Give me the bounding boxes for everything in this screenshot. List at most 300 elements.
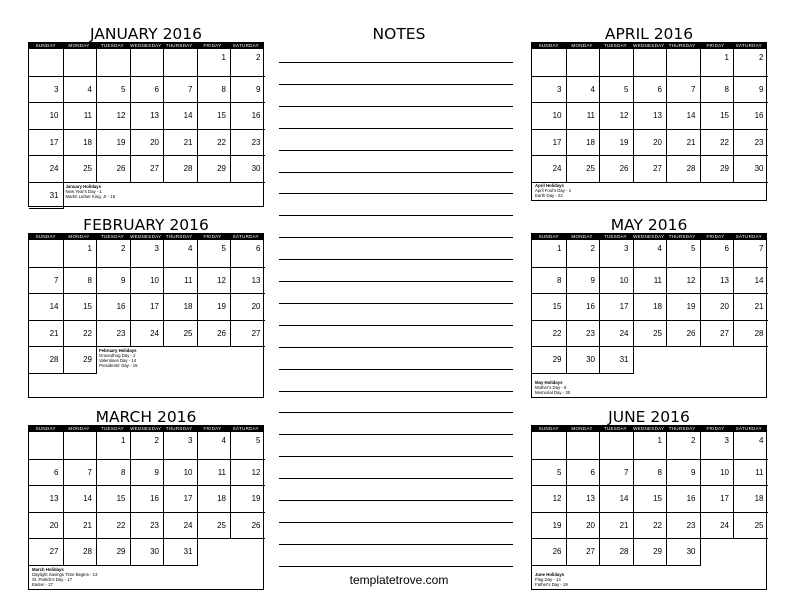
day-cell (130, 485, 165, 513)
day-number: 19 (619, 137, 629, 147)
day-number: 10 (619, 275, 629, 285)
day-number: 22 (552, 328, 562, 338)
day-number: 2 (121, 244, 126, 253)
day-cell (163, 129, 198, 157)
notes-line[interactable] (279, 566, 513, 567)
day-cell (532, 155, 567, 183)
day-cell (532, 76, 567, 104)
day-number: 2 (256, 53, 261, 62)
notes-line[interactable] (279, 456, 513, 457)
day-cell (733, 485, 768, 513)
day-number: 11 (755, 467, 764, 477)
day-cell (599, 240, 634, 268)
day-cell (230, 293, 265, 321)
day-cell (130, 432, 165, 460)
day-number: 26 (217, 328, 226, 338)
day-cell (230, 76, 265, 104)
day-cell (96, 76, 131, 104)
day-cell (230, 49, 265, 77)
notes-line[interactable] (279, 128, 513, 129)
day-number: 3 (624, 244, 629, 253)
weekday-label: SUNDAY (35, 43, 56, 48)
notes-line[interactable] (279, 303, 513, 304)
calendar-march (28, 408, 264, 588)
day-number: 18 (754, 494, 764, 503)
day-cell (197, 240, 232, 268)
day-cell (599, 459, 634, 487)
day-cell (230, 240, 265, 268)
day-number: 9 (590, 275, 595, 285)
holidays-note (535, 183, 571, 198)
day-number: 31 (49, 190, 59, 200)
day-number: 8 (724, 84, 729, 94)
day-number: 2 (590, 244, 595, 253)
day-cell (633, 267, 668, 295)
day-number: 18 (183, 302, 193, 311)
empty-cell (566, 49, 601, 77)
holiday-item: April Fool's Day - 1 (535, 188, 572, 193)
day-cell (599, 293, 634, 321)
day-number: 27 (49, 547, 59, 556)
day-number: 15 (552, 302, 562, 311)
day-number: 11 (83, 111, 92, 120)
day-cell (230, 320, 265, 348)
notes-line[interactable] (279, 500, 513, 501)
day-number: 12 (686, 275, 696, 285)
day-cell (733, 459, 768, 487)
day-number: 14 (183, 111, 193, 120)
notes-line[interactable] (279, 544, 513, 545)
month-title: FEBRUARY 2016 (83, 216, 209, 234)
day-cell (163, 485, 198, 513)
day-cell (700, 293, 735, 321)
day-cell (733, 76, 768, 104)
day-cell (96, 267, 131, 295)
day-cell (532, 346, 567, 374)
day-number: 12 (619, 111, 629, 120)
day-number: 22 (217, 137, 226, 147)
day-number: 20 (586, 520, 595, 530)
day-cell (197, 102, 232, 130)
weekday-label: WEDNESDAY (633, 426, 665, 431)
calendar-grid (531, 425, 767, 590)
holiday-item: Flag Day - 14 (535, 577, 561, 582)
day-cell (532, 240, 567, 268)
notes-line[interactable] (279, 478, 513, 479)
day-cell (63, 102, 98, 130)
day-number: 26 (116, 164, 126, 173)
empty-cell (63, 49, 98, 77)
day-number: 23 (251, 137, 261, 147)
holidays-title: January Holidays (65, 183, 102, 189)
day-cell (63, 459, 98, 487)
day-number: 31 (619, 355, 629, 364)
day-cell (63, 293, 98, 321)
holiday-item: New Year's Day - 1 (65, 188, 102, 194)
day-number: 9 (691, 467, 696, 477)
day-cell (633, 155, 668, 183)
day-cell (532, 512, 567, 540)
day-cell (566, 240, 601, 268)
notes-line[interactable] (279, 193, 513, 194)
weekday-label: WEDNESDAY (130, 234, 162, 239)
day-number: 16 (686, 494, 696, 503)
day-number: 26 (619, 164, 629, 173)
notes-line[interactable] (279, 369, 513, 370)
calendar-grid (28, 42, 264, 207)
day-cell (566, 538, 601, 566)
day-number: 19 (251, 494, 261, 503)
day-cell (532, 459, 567, 487)
holiday-item: Mother's Day - 8 (535, 385, 567, 390)
day-number: 27 (653, 164, 662, 173)
day-number: 10 (49, 111, 59, 120)
day-number: 25 (83, 164, 92, 173)
day-cell (733, 49, 768, 77)
day-cell (566, 485, 601, 513)
day-cell (599, 267, 634, 295)
weekday-label: MONDAY (571, 234, 593, 239)
day-number: 25 (754, 520, 764, 530)
day-number: 29 (653, 547, 662, 556)
day-number: 29 (217, 164, 226, 173)
day-cell (700, 155, 735, 183)
calendar-grid (531, 233, 767, 398)
day-number: 14 (754, 275, 764, 285)
day-cell (96, 102, 131, 130)
day-cell (63, 267, 98, 295)
day-number: 17 (552, 137, 562, 147)
day-number: 17 (619, 302, 629, 311)
day-cell (733, 320, 768, 348)
day-number: 3 (557, 84, 562, 94)
day-number: 17 (150, 302, 159, 311)
day-number: 5 (624, 84, 629, 94)
day-cell (63, 155, 98, 183)
day-cell (566, 512, 601, 540)
day-cell (197, 155, 232, 183)
day-cell (666, 512, 701, 540)
day-number: 13 (49, 494, 59, 503)
day-number: 2 (691, 436, 696, 445)
day-cell (599, 129, 634, 157)
day-cell (29, 293, 64, 321)
weekday-label: SATURDAY (735, 426, 762, 431)
day-cell (532, 485, 567, 513)
weekday-label: MONDAY (571, 43, 593, 48)
day-number: 9 (256, 84, 261, 94)
day-cell (197, 512, 232, 540)
day-cell (700, 432, 735, 460)
weekday-label: TUESDAY (100, 43, 124, 48)
day-number: 20 (150, 137, 159, 147)
day-cell (130, 293, 165, 321)
notes-line[interactable] (279, 434, 513, 435)
day-number: 5 (691, 244, 696, 253)
notes-line[interactable] (279, 84, 513, 85)
day-cell (566, 129, 601, 157)
day-cell (130, 512, 165, 540)
day-number: 29 (552, 355, 562, 364)
notes-line[interactable] (279, 172, 513, 173)
day-cell (29, 320, 64, 348)
day-number: 16 (251, 111, 261, 120)
day-number: 28 (754, 328, 764, 338)
day-cell (163, 76, 198, 104)
notes-line[interactable] (279, 391, 513, 392)
day-number: 22 (83, 328, 92, 338)
day-cell (599, 102, 634, 130)
day-cell (130, 102, 165, 130)
notes-line[interactable] (279, 215, 513, 216)
day-cell (63, 240, 98, 268)
day-cell (29, 76, 64, 104)
calendar-june (531, 408, 767, 588)
day-number: 14 (83, 494, 92, 503)
day-number: 18 (217, 494, 226, 503)
day-number: 14 (49, 302, 59, 311)
weekday-label: FRIDAY (706, 426, 725, 431)
notes-line[interactable] (279, 259, 513, 260)
day-cell (197, 293, 232, 321)
day-cell (566, 267, 601, 295)
day-number: 4 (657, 244, 662, 253)
day-number: 22 (116, 520, 126, 530)
day-cell (599, 512, 634, 540)
day-cell (163, 320, 198, 348)
day-number: 3 (54, 84, 59, 94)
day-number: 8 (87, 275, 92, 285)
day-cell (633, 293, 668, 321)
day-cell (130, 240, 165, 268)
day-cell (29, 182, 64, 210)
day-cell (599, 485, 634, 513)
holidays-note (32, 567, 97, 587)
notes-line[interactable] (279, 412, 513, 413)
calendar-grid (531, 42, 767, 201)
weekday-label: MONDAY (68, 234, 90, 239)
month-title: MAY 2016 (610, 216, 688, 234)
weekday-label: SATURDAY (232, 426, 259, 431)
day-cell (230, 267, 265, 295)
holidays-title: February Holidays (99, 348, 137, 353)
day-number: 18 (83, 137, 92, 147)
weekday-label: FRIDAY (203, 43, 222, 48)
holidays-title: March Holidays (32, 567, 64, 572)
day-cell (733, 267, 768, 295)
day-cell (130, 76, 165, 104)
day-cell (197, 267, 232, 295)
holiday-item: Memorial Day - 30 (535, 390, 571, 395)
day-cell (63, 129, 98, 157)
day-number: 6 (154, 84, 159, 94)
day-number: 15 (217, 111, 226, 120)
notes-line[interactable] (279, 150, 513, 151)
day-cell (599, 538, 634, 566)
day-cell (733, 293, 768, 321)
day-number: 29 (116, 547, 126, 556)
day-number: 14 (619, 494, 629, 503)
day-cell (63, 538, 98, 566)
day-number: 7 (87, 467, 92, 477)
holiday-item: Groundhog Day - 2 (99, 353, 136, 358)
holiday-item: Daylight Savings Time Begins - 13 (32, 572, 98, 577)
day-number: 4 (188, 244, 193, 253)
weekday-label: SATURDAY (735, 43, 762, 48)
notes-line[interactable] (279, 325, 513, 326)
day-number: 26 (686, 328, 696, 338)
notes-line[interactable] (279, 347, 513, 348)
day-cell (532, 320, 567, 348)
day-number: 8 (221, 84, 226, 94)
day-cell (63, 320, 98, 348)
day-cell (700, 76, 735, 104)
day-cell (566, 459, 601, 487)
day-number: 9 (759, 84, 764, 94)
day-number: 26 (251, 520, 261, 530)
day-number: 21 (754, 302, 764, 311)
day-cell (197, 76, 232, 104)
day-cell (633, 129, 668, 157)
day-cell (29, 129, 64, 157)
day-number: 24 (720, 520, 729, 530)
notes-line[interactable] (279, 62, 513, 63)
weekday-label: MONDAY (68, 426, 90, 431)
weekday-label: TUESDAY (100, 234, 124, 239)
day-cell (96, 512, 131, 540)
holidays-note (66, 184, 116, 199)
weekday-label: THURSDAY (165, 43, 193, 48)
day-number: 23 (754, 137, 764, 147)
calendar-april (531, 25, 767, 201)
day-number: 21 (686, 137, 696, 147)
empty-cell (532, 49, 567, 77)
empty-cell (566, 432, 601, 460)
day-number: 22 (653, 520, 662, 530)
day-number: 22 (720, 137, 729, 147)
day-cell (230, 129, 265, 157)
weekday-label: MONDAY (571, 426, 593, 431)
day-cell (666, 432, 701, 460)
day-number: 16 (586, 302, 595, 311)
day-cell (666, 293, 701, 321)
empty-cell (96, 49, 131, 77)
day-number: 21 (49, 328, 59, 338)
holidays-note (535, 380, 570, 395)
day-cell (230, 512, 265, 540)
day-number: 11 (184, 275, 193, 285)
day-number: 1 (221, 53, 226, 62)
day-number: 13 (720, 275, 729, 285)
day-number: 4 (759, 436, 764, 445)
weekday-label: TUESDAY (603, 234, 627, 239)
day-number: 24 (619, 328, 629, 338)
day-number: 15 (116, 494, 126, 503)
day-cell (130, 129, 165, 157)
day-number: 25 (217, 520, 226, 530)
day-number: 7 (624, 467, 629, 477)
day-cell (29, 459, 64, 487)
day-number: 8 (121, 467, 126, 477)
day-cell (633, 512, 668, 540)
day-cell (63, 76, 98, 104)
day-cell (700, 240, 735, 268)
notes-line[interactable] (279, 106, 513, 107)
day-cell (96, 320, 131, 348)
day-number: 23 (116, 328, 126, 338)
day-number: 4 (590, 84, 595, 94)
day-cell (29, 538, 64, 566)
day-number: 11 (586, 111, 595, 120)
notes-line[interactable] (279, 522, 513, 523)
month-title: MARCH 2016 (95, 408, 197, 426)
day-cell (566, 346, 601, 374)
holiday-item: Earth Day - 22 (535, 193, 563, 198)
day-cell (130, 459, 165, 487)
day-cell (29, 267, 64, 295)
day-number: 29 (720, 164, 729, 173)
month-title: APRIL 2016 (604, 25, 694, 43)
holiday-item: Presidents' Day - 15 (99, 363, 138, 368)
day-number: 17 (720, 494, 729, 503)
day-number: 19 (217, 302, 226, 311)
day-number: 27 (150, 164, 159, 173)
day-number: 20 (720, 302, 729, 311)
day-number: 7 (691, 84, 696, 94)
day-number: 30 (754, 164, 764, 173)
day-cell (633, 459, 668, 487)
holidays-title: June Holidays (535, 572, 565, 577)
day-number: 12 (217, 275, 226, 285)
day-number: 13 (150, 111, 159, 120)
day-number: 23 (686, 520, 696, 530)
day-number: 16 (754, 111, 764, 120)
day-number: 28 (183, 164, 193, 173)
day-cell (532, 102, 567, 130)
day-cell (96, 293, 131, 321)
day-number: 25 (183, 328, 193, 338)
day-number: 30 (586, 355, 595, 364)
notes-line[interactable] (279, 237, 513, 238)
day-number: 16 (116, 302, 126, 311)
day-cell (666, 240, 701, 268)
day-number: 10 (552, 111, 562, 120)
day-number: 15 (83, 302, 92, 311)
weekday-label: SUNDAY (35, 426, 56, 431)
day-number: 24 (150, 328, 159, 338)
day-cell (599, 155, 634, 183)
day-number: 19 (552, 520, 562, 530)
day-cell (633, 320, 668, 348)
day-cell (197, 49, 232, 77)
empty-cell (163, 49, 198, 77)
day-cell (566, 102, 601, 130)
day-number: 30 (251, 164, 261, 173)
day-number: 17 (49, 137, 59, 147)
day-number: 7 (759, 244, 764, 253)
day-number: 20 (49, 520, 59, 530)
day-number: 5 (256, 436, 261, 445)
day-cell (96, 538, 131, 566)
day-number: 15 (653, 494, 662, 503)
day-number: 1 (657, 436, 662, 445)
day-number: 1 (87, 244, 92, 253)
day-cell (130, 538, 165, 566)
weekday-label: SATURDAY (232, 43, 259, 48)
day-number: 21 (83, 520, 92, 530)
day-number: 28 (686, 164, 696, 173)
notes-line[interactable] (279, 281, 513, 282)
